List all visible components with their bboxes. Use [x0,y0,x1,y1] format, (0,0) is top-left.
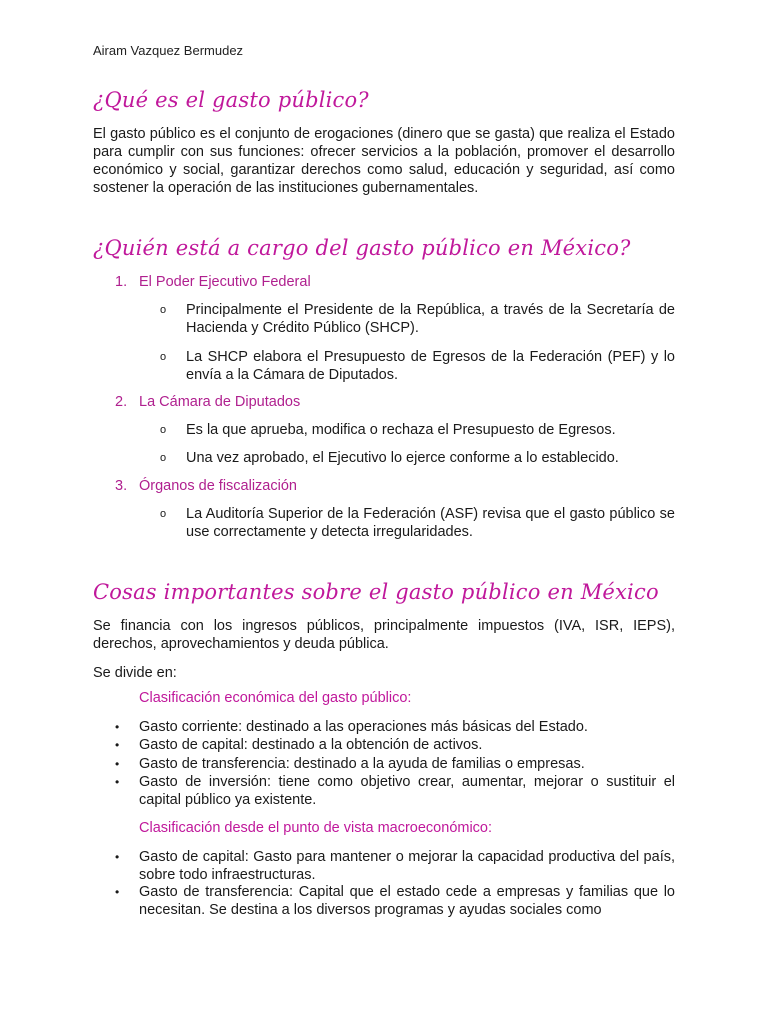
author-name: Airam Vazquez Bermudez [93,43,244,58]
bullet-item [115,848,675,884]
bullet-icon: • [115,775,120,789]
bullet-item [115,718,675,736]
paragraph-definition: El gasto público es el conjunto de erogaciones (dinero que se gasta) que realiza el Estado para cumplir con sus funciones: ofrecer servicios a la población, promover el desarrollo económico y social, garantizar derechos como salud, educación y seguridad, así como sostener la operación de las instituciones gubernamentales. [93,126,675,196]
bullet-item [115,755,675,773]
list-item-poder-ejecutivo [115,274,311,290]
sub-item-text: La SHCP elabora el Presupuesto de Egresos de la Federación (PEF) y lo envía a la Cámara de Diputados. [186,349,675,383]
bullet-icon: • [115,885,120,899]
sub-item-text: La Auditoría Superior de la Federación (ASF) revisa que el gasto público se use correctamente y detecta irregularidades. [186,506,675,540]
paragraph-divides: Se divide en: [93,665,177,681]
list-number: 1. [115,274,128,290]
list-item-organos-fiscalizacion [115,478,297,494]
sub-item-text: Principalmente el Presidente de la República, a través de la Secretaría de Hacienda y Crédito Público (SHCP). [186,302,675,336]
circle-bullet-icon: o [160,508,167,520]
sub-item [160,449,675,467]
bullet-item [115,883,675,919]
bullet-item [115,773,675,809]
subheading-clasificacion-macroeconomica: Clasificación desde el punto de vista macroeconómico: [139,820,493,836]
list-item-label: La Cámara de Diputados [139,394,301,410]
circle-bullet-icon: o [160,452,167,464]
list-number: 3. [115,478,128,494]
bullet-icon: • [115,850,120,864]
circle-bullet-icon: o [160,351,167,363]
heading-que-es: ¿Qué es el gasto público? [93,88,369,112]
subheading-clasificacion-economica: Clasificación económica del gasto público: [139,690,412,706]
sub-item [160,421,675,439]
bullet-text: Gasto de capital: Gasto para mantener o mejorar la capacidad productiva del país, sobre todo infraestructuras. [139,849,675,883]
bullet-text: Gasto de inversión: tiene como objetivo crear, aumentar, mejorar o sustituir el capital público ya existente. [139,774,675,808]
paragraph-financing: Se financia con los ingresos públicos, principalmente impuestos (IVA, ISR, IEPS), derechos, aprovechamientos y deuda pública. [93,618,675,652]
sub-item [160,348,675,384]
bullet-icon: • [115,720,120,734]
bullet-item [115,736,675,754]
sub-item-text: Es la que aprueba, modifica o rechaza el Presupuesto de Egresos. [186,422,616,438]
list-item-label: Órganos de fiscalización [139,478,297,494]
list-item-camara-diputados [115,394,300,410]
sub-item [160,505,675,541]
bullet-text: Gasto de capital: destinado a la obtención de activos. [139,737,483,753]
bullet-icon: • [115,757,120,771]
list-item-label: El Poder Ejecutivo Federal [139,274,311,290]
list-number: 2. [115,394,128,410]
heading-quien-esta: ¿Quién está a cargo del gasto público en México? [93,236,631,260]
sub-item [160,301,675,337]
circle-bullet-icon: o [160,424,167,436]
bullet-text: Gasto corriente: destinado a las operaciones más básicas del Estado. [139,719,588,735]
bullet-icon: • [115,738,120,752]
heading-cosas-importantes: Cosas importantes sobre el gasto público en México [93,580,659,604]
bullet-text: Gasto de transferencia: destinado a la ayuda de familias o empresas. [139,756,585,772]
sub-item-text: Una vez aprobado, el Ejecutivo lo ejerce conforme a lo establecido. [186,450,619,466]
circle-bullet-icon: o [160,304,167,316]
bullet-text: Gasto de transferencia: Capital que el estado cede a empresas y familias que lo necesitan. Se destina a los diversos programas y ayudas sociales como [139,884,675,918]
